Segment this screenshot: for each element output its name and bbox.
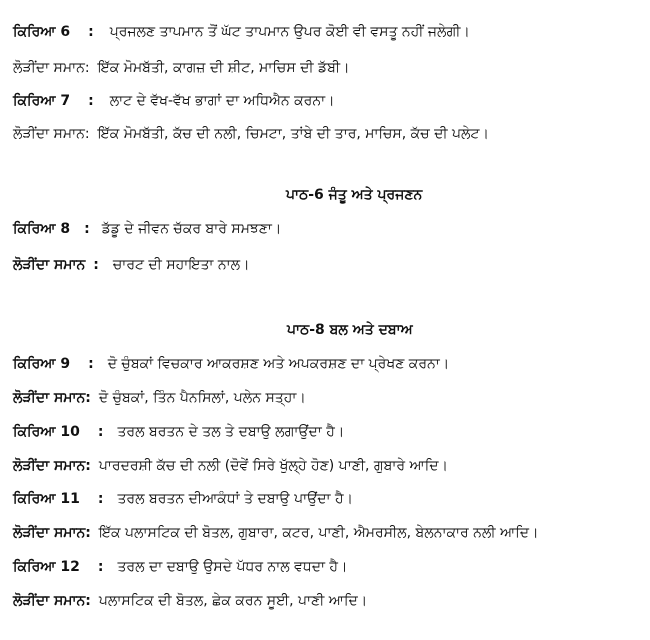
materials-line: [13, 255, 642, 275]
separator: :: [88, 356, 94, 372]
activity-line: [13, 91, 642, 111]
separator: :: [97, 559, 104, 575]
activity-line: [13, 354, 642, 374]
materials-label: ਲੋੜੀਂਦਾ ਸਮਾਨ: [13, 257, 86, 273]
materials-line: [13, 591, 642, 611]
activity-line: [13, 22, 642, 42]
activity-text: ਲਾਟ ਦੇ ਵੱਖ-ਵੱਖ ਭਾਗਾਂ ਦਾ ਅਧਿਐਨ ਕਰਨਾ।: [109, 93, 335, 109]
materials-text: ਇੱਕ ਪਲਾਸਟਿਕ ਦੀ ਬੋਤਲ, ਗੁਬਾਰਾ, ਕਟਰ, ਪਾਣੀ, ਐਮਰਸੀਲ, ਬੇਲਨਾਕਾਰ ਨਲੀ ਆਦਿ।: [98, 525, 539, 541]
activity-label: ਕਿਰਿਆ 8: [13, 221, 71, 237]
materials-line: [13, 58, 642, 78]
activity-line: [13, 489, 642, 509]
activity-label: ਕਿਰਿਆ 7: [13, 93, 71, 109]
materials-text: ਇੱਕ ਮੋਮਬੱਤੀ, ਕੱਚ ਦੀ ਨਲੀ, ਚਿਮਟਾ, ਤਾਂਬੇ ਦੀ ਤਾਰ, ਮਾਚਿਸ, ਕੱਚ ਦੀ ਪਲੇਟ।: [97, 126, 489, 142]
activity-label: ਕਿਰਿਆ 6: [13, 24, 71, 40]
materials-text: ਇੱਕ ਮੋਮਬੱਤੀ, ਕਾਗਜ਼ ਦੀ ਸ਼ੀਟ, ਮਾਚਿਸ ਦੀ ਡੱਬੀ।: [97, 60, 350, 76]
section-heading: ਪਾਠ-6 ਜੰਤੂ ਅਤੇ ਪ੍ਰਜਣਨ: [286, 187, 423, 203]
activity-label: ਕਿਰਿਆ 12: [13, 559, 80, 575]
section-heading: ਪਾਠ-8 ਬਲ ਅਤੇ ਦਬਾਅ: [287, 322, 413, 338]
activity-text: ਤਰਲ ਬਰਤਨ ਦੀਆਕੰਧਾਂ ਤੇ ਦਬਾਉ ਪਾਉਂਦਾ ਹੈ।: [117, 491, 353, 507]
materials-label: ਲੋੜੀਂਦਾ ਸਮਾਨ:: [13, 458, 91, 474]
activity-text: ਪ੍ਰਜਲਣ ਤਾਪਮਾਨ ਤੋਂ ਘੱਟ ਤਾਪਮਾਨ ਉਪਰ ਕੋਈ ਵੀ ਵਸਤੂ ਨਹੀਂ ਜਲੇਗੀ।: [109, 24, 470, 40]
activity-label: ਕਿਰਿਆ 11: [13, 491, 80, 507]
activity-label: ਕਿਰਿਆ 9: [13, 356, 71, 372]
activity-label: ਕਿਰਿਆ 10: [13, 424, 80, 440]
materials-text: ਦੋ ਚੁੰਬਕਾਂ, ਤਿੰਨ ਪੈਨਸਿਲਾਂ, ਪਲੇਨ ਸਤ੍ਹਾ।: [98, 390, 306, 406]
materials-label: ਲੋੜੀਂਦਾ ਸਮਾਨ:: [13, 593, 91, 609]
materials-text: ਪਲਾਸਟਿਕ ਦੀ ਬੋਤਲ, ਛੇਕ ਕਰਨ ਸੂਈ, ਪਾਣੀ ਆਦਿ।: [98, 593, 368, 609]
activity-text: ਤਰਲ ਬਰਤਨ ਦੇ ਤਲ ਤੇ ਦਬਾਉ ਲਗਾਉਂਦਾ ਹੈ।: [117, 424, 345, 440]
separator: :: [84, 221, 90, 237]
activity-line: [13, 557, 642, 577]
materials-text: ਪਾਰਦਰਸ਼ੀ ਕੱਚ ਦੀ ਨਲੀ (ਦੋਵੇਂ ਸਿਰੇ ਖੁੱਲ੍ਹੇ ਹੋਣ) ਪਾਣੀ, ਗੁਬਾਰੇ ਆਦਿ।: [98, 458, 448, 474]
materials-line: [13, 124, 642, 144]
activity-text: ਡੱਡੂ ਦੇ ਜੀਵਨ ਚੱਕਰ ਬਾਰੇ ਸਮਝਣਾ।: [101, 221, 282, 237]
materials-label: ਲੋੜੀਂਦਾ ਸਮਾਨ:: [13, 126, 90, 142]
separator: :: [88, 93, 94, 109]
materials-text: ਚਾਰਟ ਦੀ ਸਹਾਇਤਾ ਨਾਲ।: [112, 257, 250, 273]
separator: :: [88, 24, 94, 40]
activity-text: ਤਰਲ ਦਾ ਦਬਾਉ ਉਸਦੇ ਪੱਧਰ ਨਾਲ ਵਧਦਾ ਹੈ।: [117, 559, 348, 575]
materials-label: ਲੋੜੀਂਦਾ ਸਮਾਨ:: [13, 525, 91, 541]
materials-line: [13, 388, 642, 408]
materials-line: [13, 523, 642, 543]
materials-label: ਲੋੜੀਂਦਾ ਸਮਾਨ:: [13, 60, 90, 76]
separator: :: [93, 257, 99, 273]
materials-label: ਲੋੜੀਂਦਾ ਸਮਾਨ:: [13, 390, 91, 406]
activity-text: ਦੋ ਚੁੰਬਕਾਂ ਵਿਚਕਾਰ ਆਕਰਸ਼ਣ ਅਤੇ ਅਪਕਰਸ਼ਣ ਦਾ ਪ੍ਰੇਖਣ ਕਰਨਾ।: [107, 356, 450, 372]
materials-line: [13, 456, 642, 476]
activity-line: [13, 422, 642, 442]
separator: :: [97, 491, 104, 507]
activity-line: [13, 219, 642, 239]
separator: :: [97, 424, 104, 440]
